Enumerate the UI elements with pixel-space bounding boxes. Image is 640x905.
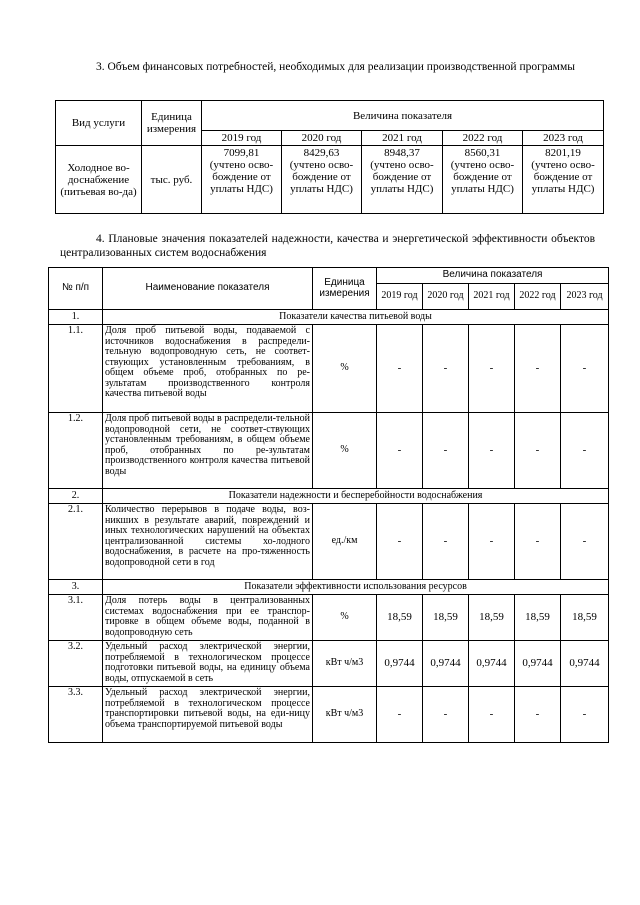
year-value: [202, 146, 282, 214]
year-value: 18,59: [377, 595, 423, 641]
header-service: Вид услуги: [56, 101, 142, 146]
year-value: -: [561, 325, 609, 413]
row-num: 1.2.: [49, 413, 103, 489]
year-value: 18,59: [515, 595, 561, 641]
section-4-heading: 4. Плановые значения показателей надежности, качества и энергетической эффективности объектов централизованных систем водоснабжения: [60, 233, 595, 259]
unit-value: %: [313, 595, 377, 641]
year-value: -: [561, 413, 609, 489]
indicator-name: Удельный расход электрической энергии, потребляемой в технологическом процессе подготовки питьевой воды, на единицу объема воды, отпускаемой в сеть: [103, 641, 313, 687]
indicator-name: Количество перерывов в подаче воды, воз-никших в результате аварий, повреждений и иных технологических нарушений на объектах централизованной системы хо-лодного водоснабжения, в расчете на про-тяженность водопроводной сети в год: [103, 504, 313, 580]
section-3-heading: 3. Объем финансовых потребностей, необходимых для реализации производственной программы: [96, 61, 575, 73]
year-value: -: [423, 687, 469, 743]
indicator-name: Доля проб питьевой воды, подаваемой с источников водоснабжения в распредели-тельную водопроводную сеть, не соответ-ствующих установленным требованиям, в общем объеме проб, отобранных по ре-зультатам производственного контроля качества питьевой воды: [103, 325, 313, 413]
indicator-name: Доля проб питьевой воды в распредели-тельной водопроводной сети, не соответ-ствующих установленным требованиям, в общем объеме проб, отобранных по ре-зультатам производственного контроля качества питьевой воды: [103, 413, 313, 489]
unit-value: ед./км: [313, 504, 377, 580]
year-value: [282, 146, 362, 214]
year-value: -: [515, 687, 561, 743]
vat-note: (учтено осво-бождение от уплаты НДС): [370, 159, 434, 195]
year-value: 0,9744: [469, 641, 515, 687]
unit-value: %: [313, 413, 377, 489]
year-value: -: [515, 413, 561, 489]
year-value: -: [423, 413, 469, 489]
row-num: 3.1.: [49, 595, 103, 641]
year-value: -: [469, 325, 515, 413]
vat-note: (учтено осво-бождение от уплаты НДС): [289, 159, 354, 195]
year-header: 2020 год: [282, 131, 362, 146]
year-value: -: [469, 413, 515, 489]
year-header: 2023 год: [523, 131, 604, 146]
year-value: -: [515, 325, 561, 413]
section-title: Показатели надежности и бесперебойности водоснабжения: [103, 489, 609, 504]
year-header: 2020 год: [423, 284, 469, 310]
header-value: Величина показателя: [202, 101, 604, 131]
unit-value: кВт ч/м3: [313, 687, 377, 743]
header-unit: Единица измерения: [313, 268, 377, 310]
header-unit: Единица измерения: [142, 101, 202, 146]
year-value: -: [377, 325, 423, 413]
amount: 8560,31: [464, 147, 501, 159]
row-num: 3.2.: [49, 641, 103, 687]
year-header: 2022 год: [443, 131, 523, 146]
year-value: -: [469, 687, 515, 743]
row-num: 1.1.: [49, 325, 103, 413]
unit-value: %: [313, 325, 377, 413]
year-value: -: [561, 504, 609, 580]
year-value: -: [561, 687, 609, 743]
section-num: 1.: [49, 310, 103, 325]
header-num: № п/п: [49, 268, 103, 310]
year-value: 18,59: [423, 595, 469, 641]
year-value: 0,9744: [423, 641, 469, 687]
year-value: 0,9744: [561, 641, 609, 687]
year-value: 0,9744: [377, 641, 423, 687]
year-value: [362, 146, 443, 214]
vat-note: (учтено осво-бождение от уплаты НДС): [531, 159, 595, 195]
amount: 8429,63: [303, 147, 340, 159]
year-header: 2022 год: [515, 284, 561, 310]
year-value: [443, 146, 523, 214]
year-value: [523, 146, 604, 214]
year-value: -: [377, 687, 423, 743]
section-num: 3.: [49, 580, 103, 595]
year-header: 2023 год: [561, 284, 609, 310]
year-value: -: [377, 413, 423, 489]
year-value: -: [423, 504, 469, 580]
row-num: 2.1.: [49, 504, 103, 580]
year-value: -: [377, 504, 423, 580]
unit-value: тыс. руб.: [142, 146, 202, 214]
section-title: Показатели эффективности использования ресурсов: [103, 580, 609, 595]
amount: 7099,81: [223, 147, 260, 159]
year-value: -: [469, 504, 515, 580]
header-value: Величина показателя: [377, 268, 609, 284]
year-header: 2021 год: [362, 131, 443, 146]
unit-value: кВт ч/м3: [313, 641, 377, 687]
year-header: 2019 год: [377, 284, 423, 310]
vat-note: (учтено осво-бождение от уплаты НДС): [209, 159, 274, 195]
amount: 8201,19: [545, 147, 581, 159]
year-value: 0,9744: [515, 641, 561, 687]
indicators-table: [48, 267, 609, 743]
section-num: 2.: [49, 489, 103, 504]
financial-needs-table: [55, 100, 604, 214]
section-title: Показатели качества питьевой воды: [103, 310, 609, 325]
year-value: 18,59: [469, 595, 515, 641]
year-header: 2019 год: [202, 131, 282, 146]
year-value: 18,59: [561, 595, 609, 641]
amount: 8948,37: [384, 147, 420, 159]
vat-note: (учтено осво-бождение от уплаты НДС): [450, 159, 515, 195]
header-name: Наименование показателя: [103, 268, 313, 310]
year-header: 2021 год: [469, 284, 515, 310]
row-num: 3.3.: [49, 687, 103, 743]
service-name: Холодное во-доснабжение (питьевая во-да): [56, 146, 142, 214]
year-value: -: [515, 504, 561, 580]
indicator-name: Доля потерь воды в централизованных системах водоснабжения при ее транспор-тировке в общем объеме воды, поданной в водопроводную сеть: [103, 595, 313, 641]
indicator-name: Удельный расход электрической энергии, потребляемой в технологическом процессе транспортировки питьевой воды, на еди-ницу объема транспортируемой питьевой воды: [103, 687, 313, 743]
year-value: -: [423, 325, 469, 413]
